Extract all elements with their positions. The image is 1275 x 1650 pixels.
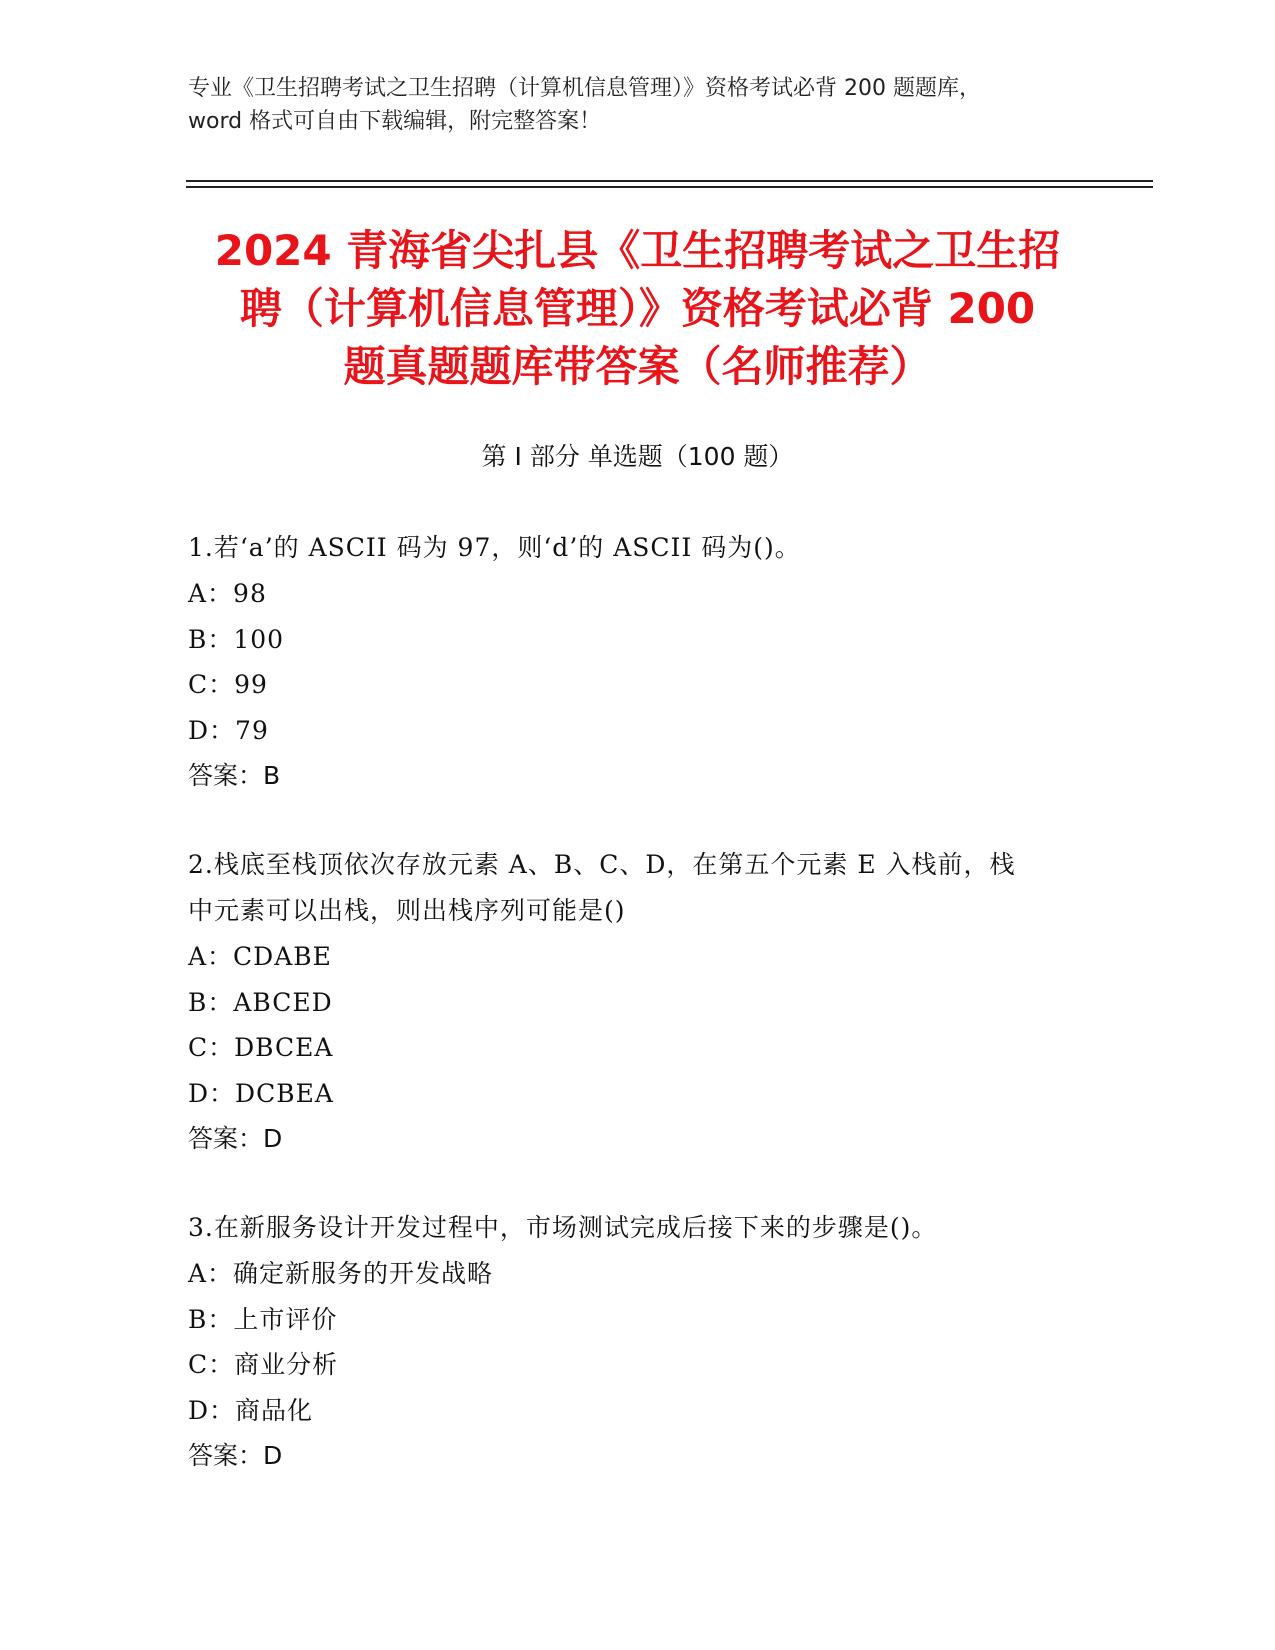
- option-b: B：ABCED: [188, 987, 333, 1017]
- option-a: A：确定新服务的开发战略: [188, 1259, 494, 1288]
- option-a: A：CDABE: [188, 942, 332, 971]
- question-1: [188, 525, 1088, 799]
- document-title-line-3: 题真题题库带答案（名师推荐）: [343, 342, 932, 391]
- option-d: D：79: [188, 715, 269, 745]
- option-d: D：商品化: [188, 1395, 314, 1425]
- option-c: C：商业分析: [188, 1350, 339, 1379]
- option-c: C：DBCEA: [188, 1033, 334, 1062]
- question-stem-line-1: 2.栈底至栈顶依次存放元素 A、B、C、D，在第五个元素 E 入栈前，栈: [188, 850, 1016, 879]
- question-stem: 3.在新服务设计开发过程中，市场测试完成后接下来的步骤是()。: [188, 1213, 938, 1242]
- option-a: A：98: [188, 579, 267, 608]
- header-note: [188, 72, 1088, 138]
- answer-line: 答案：D: [188, 1124, 283, 1153]
- header-divider-bottom: [186, 186, 1153, 188]
- section-heading: 第 I 部分 单选题（100 题）: [481, 442, 794, 471]
- answer-line: 答案：B: [188, 761, 281, 790]
- document-title-line-1: 2024 青海省尖扎县《卫生招聘考试之卫生招: [214, 226, 1061, 275]
- option-c: C：99: [188, 670, 268, 699]
- question-3: [188, 1205, 1088, 1479]
- document-title-line-2: 聘（计算机信息管理）》资格考试必背 200: [239, 284, 1036, 333]
- option-b: B：100: [188, 624, 285, 654]
- document-title: [180, 222, 1095, 396]
- option-d: D：DCBEA: [188, 1078, 334, 1108]
- question-stem: 1.若‘a’的 ASCII 码为 97，则‘d’的 ASCII 码为()。: [188, 533, 801, 562]
- header-divider-top: [186, 180, 1153, 182]
- answer-line: 答案：D: [188, 1441, 283, 1470]
- question-stem-line-2: 中元素可以出栈，则出栈序列可能是(): [188, 896, 626, 925]
- option-b: B：上市评价: [188, 1304, 338, 1334]
- header-note-line-2: word 格式可自由下载编辑，附完整答案！: [188, 109, 602, 134]
- header-note-line-1: 专业《卫生招聘考试之卫生招聘（计算机信息管理）》资格考试必背 200 题题库，: [188, 76, 981, 101]
- question-2: [188, 842, 1088, 1162]
